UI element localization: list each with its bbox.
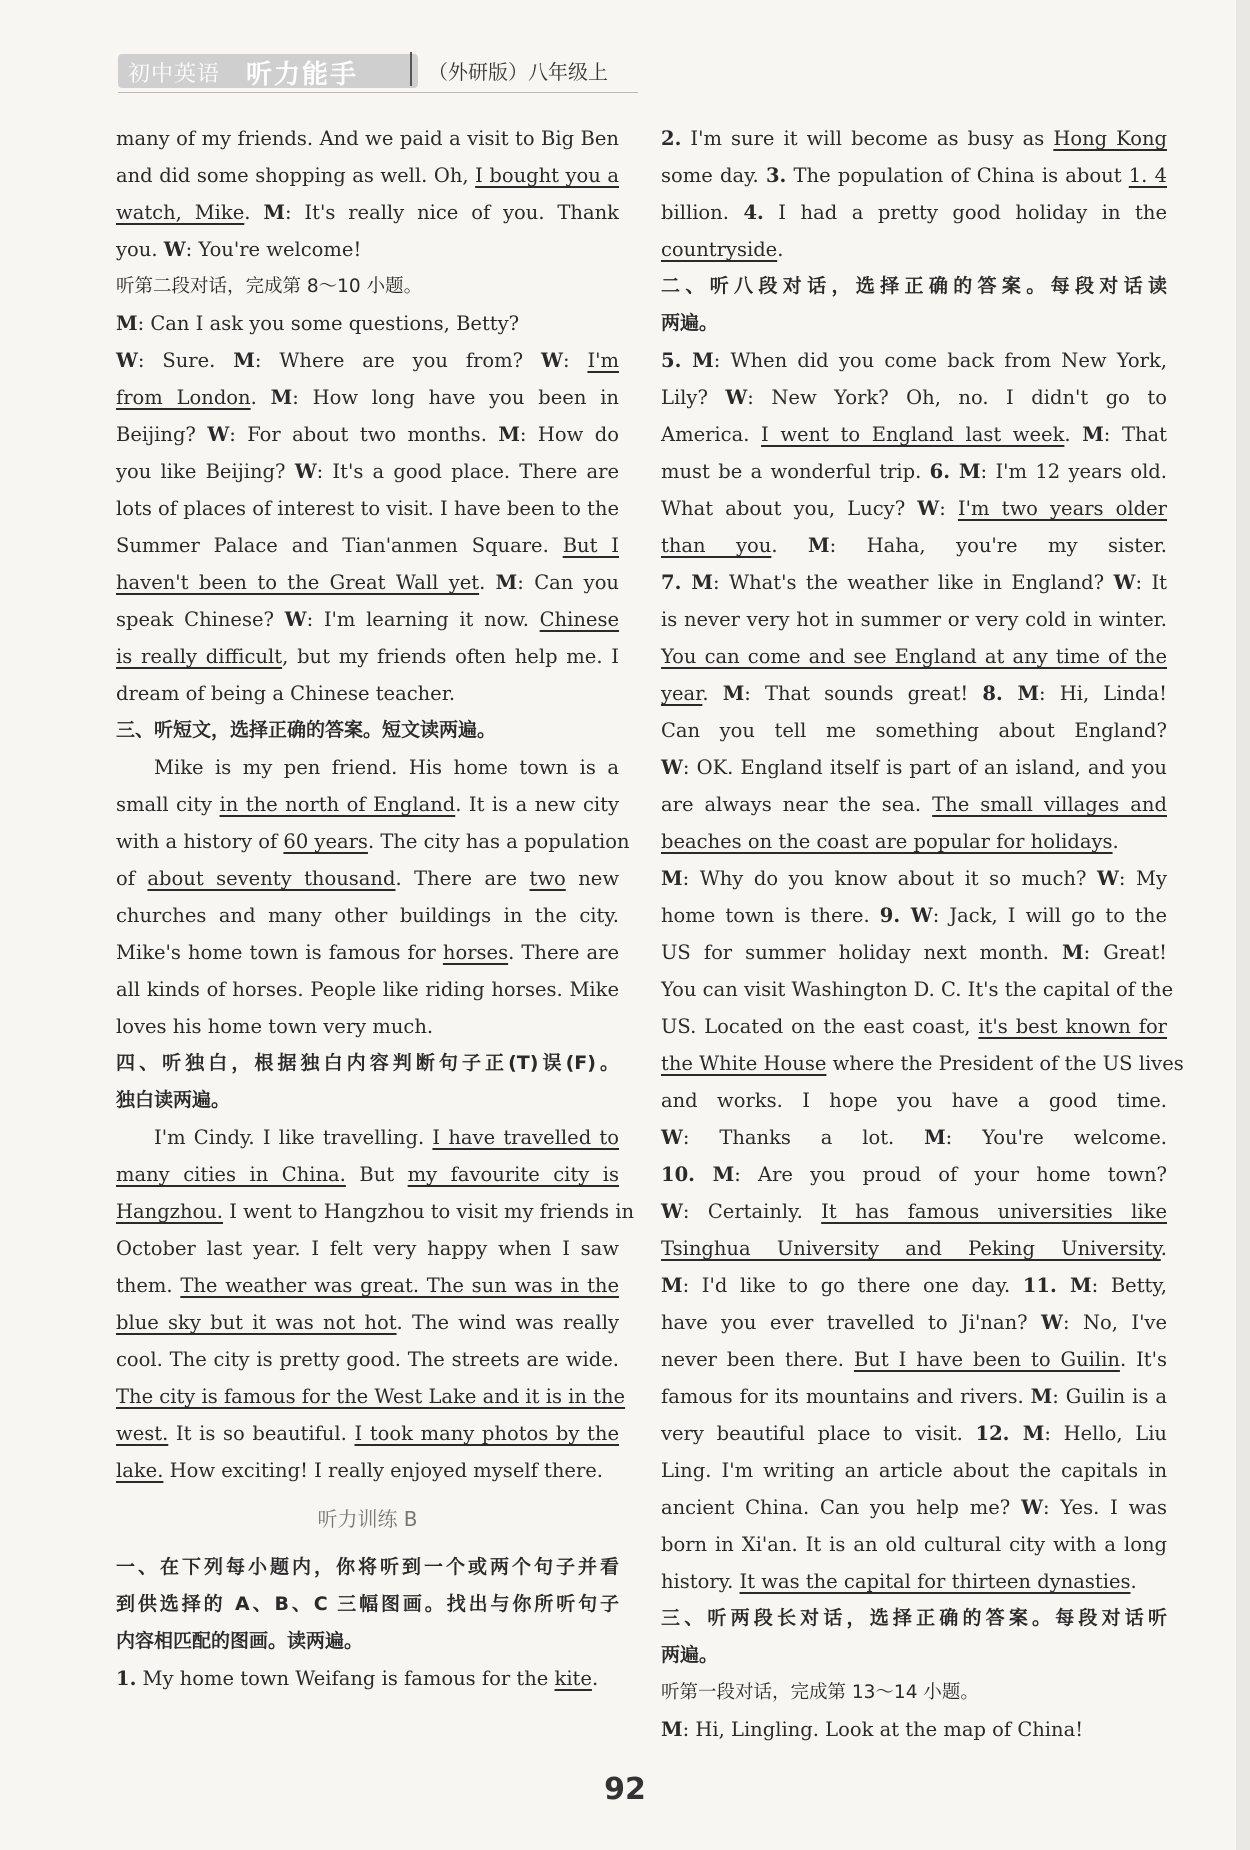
speaker-label: 1. [116,1667,137,1690]
text-run: : New York? Oh, no. I didn't go to [747,386,1167,409]
text-run: : Sure. [137,349,234,372]
text-run: all kinds of horses. People like riding horses. Mike [116,978,619,1001]
answer-underline: It has famous universities like [821,1200,1167,1223]
left-line [116,860,619,897]
text-run: 四、听独白，根据独白内容判断句子正(T)误(F)。 [116,1052,619,1074]
header-rule [118,92,638,93]
text-run: : [939,497,958,520]
text-run: 一、在下列每小题内，你将听到一个或两个句子并看 [116,1556,619,1578]
text-run: : Haha, you're my sister. [829,534,1167,557]
left-line [116,749,619,786]
text-run: are always near the sea. [661,793,933,816]
text-run: : It's really nice of you. Thank [284,201,619,224]
text-run: Mike is my pen friend. His home town is a [154,756,619,779]
speaker-label: W [725,386,748,409]
text-run: : Jack, I will go to the [932,904,1167,927]
answer-underline: I took many photos by the [354,1422,619,1445]
left-line [116,1230,619,1267]
speaker-label: W [661,1126,683,1149]
left-line [116,675,619,712]
left-line [116,897,619,934]
right-line [661,1341,1167,1378]
text-run: billion. [661,201,744,224]
answer-underline: Chinese [539,608,620,631]
answer-underline: Hong Kong [1053,127,1167,150]
speaker-label: M [263,201,285,224]
answer-underline: horses [442,941,509,964]
right-line [661,1008,1167,1045]
speaker-label: M [808,534,830,557]
text-run: 听力训练 B [317,1507,418,1531]
text-run: Lily? [661,386,726,409]
right-line [661,194,1167,231]
right-line [661,1304,1167,1341]
answer-underline: Hangzhou. [116,1200,224,1223]
text-run: you. [116,238,164,261]
right-line [661,268,1167,305]
text-run: : How long have you been in [292,386,619,409]
left-line [116,527,619,564]
answer-underline: two [529,867,566,890]
left-line [116,490,619,527]
speaker-label: 4. [743,201,764,224]
text-run: 三、听短文，选择正确的答案。短文读两遍。 [116,719,497,741]
speaker-label: M [661,867,683,890]
speaker-label: M [1082,423,1104,446]
speaker-label: W [207,423,230,446]
right-line [661,1637,1167,1674]
right-line [661,453,1167,490]
speaker-label: M [924,1126,946,1149]
speaker-label: M [270,386,293,409]
speaker-label: 6. M [929,460,981,483]
right-line [661,342,1167,379]
left-line [116,1586,619,1623]
text-run: of [116,867,148,890]
text-run: . There are [395,867,530,890]
speaker-label: M [661,1274,683,1297]
right-line [661,1600,1167,1637]
speaker-label: W [1041,1311,1063,1334]
text-run: : Certainly. [682,1200,822,1223]
answer-underline: than you [661,534,772,557]
text-run: . [1064,423,1083,446]
text-run: . [1112,830,1119,853]
answer-underline: about seventy thousand [147,867,396,890]
answer-underline: I'm [587,349,619,372]
text-run: new [565,867,620,890]
speaker-label: 2. [661,127,682,150]
answer-underline: it's best known for [978,1015,1168,1038]
page-number: 92 [604,1772,646,1807]
left-column [116,120,635,1697]
text-run: : Great! [1083,941,1167,964]
text-run: : That [1103,423,1167,446]
left-line [116,1415,619,1452]
text-run: : My [1118,867,1167,890]
edition-label: （外研版）八年级上 [428,60,608,84]
right-line [661,749,1167,786]
text-run: 到供选择的 A、B、C 三幅图画。找出与你所听句子 [116,1593,619,1615]
text-run: where the President of the US lives [826,1052,1184,1075]
text-run: : I'd like to go there one day. [682,1274,1023,1297]
text-run: I went to Hangzhou to visit my friends in [223,1200,635,1223]
speaker-label: 12. M [975,1422,1045,1445]
text-run: Ling. I'm writing an article about the capitals in [661,1459,1167,1482]
answer-underline: haven't been to the Great Wall yet [116,571,480,594]
text-run: small city [116,793,220,816]
text-run: some day. [661,164,766,187]
text-run: 内容相匹配的图画。读两遍。 [116,1630,364,1652]
answer-underline: west. [116,1422,169,1445]
text-run: 两遍。 [661,1644,719,1666]
text-run: . [771,534,808,557]
left-line [116,1267,619,1304]
text-run: : That sounds great! [744,682,983,705]
right-line [661,897,1167,934]
left-line [116,1156,619,1193]
text-run: loves his home town very much. [116,1015,434,1038]
right-line [661,564,1167,601]
text-run: many of my friends. And we paid a visit to Big Ben [116,127,619,150]
right-line [661,231,1167,268]
speaker-label: M [1062,941,1084,964]
answer-underline: Tsinghua University and Peking University [661,1237,1161,1260]
answer-underline: The city is famous for the West Lake and it is in the [116,1385,626,1408]
text-run: history. [661,1570,740,1593]
text-run: : OK. England itself is part of an island, and you [682,756,1167,779]
left-line [116,564,619,601]
answer-underline: You can come and see England at any time of the [661,645,1167,668]
speaker-label: 5. M [661,349,714,372]
right-line [661,527,1167,564]
speaker-label: W [1096,867,1119,890]
right-line [661,971,1174,1008]
text-run: I'm Cindy. I like travelling. [154,1126,433,1149]
right-line [661,1193,1167,1230]
text-run: speak Chinese? [116,608,285,631]
left-line [116,1193,635,1230]
left-line [116,1082,619,1119]
text-run: . [1130,1570,1137,1593]
left-line [116,1489,619,1541]
speaker-label: M [498,423,520,446]
text-run: : Betty, [1091,1274,1167,1297]
answer-underline: in the north of England [219,793,456,816]
speaker-label: W [1113,571,1136,594]
text-run: 听第二段对话，完成第 8～10 小题。 [116,276,423,297]
text-run: famous for its mountains and rivers. [661,1385,1031,1408]
right-line [661,379,1167,416]
left-line [116,786,619,823]
answer-underline: I'm two years older [957,497,1168,520]
speaker-label: W [541,349,563,372]
text-run: cool. The city is pretty good. The streets are wide. [116,1348,619,1371]
speaker-label: 7. M [661,571,713,594]
text-run: ancient China. Can you help me? [661,1496,1022,1519]
text-run: with a history of [116,830,284,853]
right-line [661,601,1167,638]
text-run: home town is there. [661,904,880,927]
text-run: . There are [508,941,619,964]
text-run: and did some shopping as well. Oh, [116,164,476,187]
text-run: : Thanks a lot. [682,1126,925,1149]
right-line [661,860,1167,897]
left-line [116,823,630,860]
text-run: lots of places of interest to visit. I have been to the [116,497,619,520]
answer-underline: It was the capital for thirteen dynasties [739,1570,1131,1593]
text-run: . [479,571,496,594]
text-run: America. [661,423,762,446]
left-line [116,1660,619,1697]
text-run: US. Located on the east coast, [661,1015,979,1038]
text-run: 两遍。 [661,312,719,334]
right-line [661,1674,1167,1711]
left-line [116,1045,619,1082]
left-line [116,1304,619,1341]
text-run: . The city has a population [367,830,630,853]
text-run: My home town Weifang is famous for the [136,1667,555,1690]
left-line [116,971,619,1008]
text-run: . The wind was really [396,1311,619,1334]
text-run: : Where are you from? [254,349,542,372]
text-run: , but my friends often help me. I [282,645,620,668]
right-line [661,157,1167,194]
left-line [116,1452,619,1489]
header-divider [410,52,412,86]
text-run: What about you, Lucy? [661,497,918,520]
answer-underline: lake. [116,1459,164,1482]
answer-underline: many cities in China. [116,1163,346,1186]
text-run: 三、听两段长对话，选择正确的答案。每段对话听 [661,1607,1167,1629]
right-line [661,675,1167,712]
speaker-label: 8. M [982,682,1040,705]
right-line [661,305,1167,342]
answer-underline: 1. 4 [1128,164,1167,187]
answer-underline: The weather was great. The sun was in the [180,1274,620,1297]
speaker-label: M [1030,1385,1053,1408]
left-line [116,1008,619,1045]
text-run: : Are you proud of your home town? [734,1163,1167,1186]
right-column [661,120,1184,1748]
text-run: : When did you come back from New York, [713,349,1168,372]
speaker-label: M [661,1718,683,1741]
speaker-label: 11. M [1022,1274,1092,1297]
text-run: them. [116,1274,181,1297]
right-line [661,934,1167,971]
right-line [661,490,1167,527]
speaker-label: W [661,1200,683,1223]
answer-underline: is really difficult [116,645,283,668]
text-run: have you ever travelled to Ji'nan? [661,1311,1042,1334]
right-line [661,1267,1167,1304]
left-line [116,305,619,342]
text-run: dream of being a Chinese teacher. [116,682,456,705]
text-run: I had a pretty good holiday in the [763,201,1167,224]
speaker-label: M [495,571,518,594]
answer-underline: I bought you a [475,164,619,187]
right-line [661,1082,1167,1119]
text-run: Can you tell me something about England? [661,719,1167,742]
text-run: is never very hot in summer or very cold in winter. [661,608,1167,631]
left-line [116,1341,619,1378]
speaker-label: W [163,238,186,261]
text-run: . It is a new city [455,793,619,816]
speaker-label: M [233,349,255,372]
text-run: : It [1135,571,1168,594]
text-run: 听第一段对话，完成第 13～14 小题。 [661,1682,979,1703]
speaker-label: W [116,349,138,372]
text-run: : I'm 12 years old. [980,460,1167,483]
text-run: 二、听八段对话，选择正确的答案。每段对话读 [661,275,1167,297]
left-line [116,638,619,675]
speaker-label: 3. [765,164,787,187]
text-run: : Can you [517,571,619,594]
right-line [661,1563,1167,1600]
text-run: : [562,349,588,372]
left-line [116,342,619,379]
speaker-label: M [722,682,745,705]
speaker-label: M [116,312,138,335]
left-line [116,712,619,749]
left-line [116,231,619,268]
answer-underline: I went to England last week [761,423,1065,446]
text-run: : Why do you know about it so much? [682,867,1097,890]
text-run: . [244,201,264,224]
left-line [116,379,619,416]
right-line [661,1156,1167,1193]
answer-underline: year [661,682,703,705]
left-line [116,157,619,194]
speaker-label: W [294,460,317,483]
text-run: The population of China is about [786,164,1129,187]
text-run: Summer Palace and Tian'anmen Square. [116,534,563,557]
text-run: must be a wonderful trip. [661,460,930,483]
answer-underline: 60 years [283,830,368,853]
right-line [661,120,1167,157]
speaker-label: 9. W [879,904,933,927]
answer-underline: kite [554,1667,592,1690]
right-line [661,1378,1167,1415]
speaker-label: W [284,608,307,631]
right-line [661,1452,1167,1489]
text-run: : For about two months. [229,423,499,446]
text-run: But [345,1163,408,1186]
right-line [661,416,1167,453]
text-run: : How do [519,423,619,446]
speaker-label: W [661,756,683,779]
left-line [116,1623,619,1660]
text-run: How exciting! I really enjoyed myself there. [163,1459,604,1482]
text-run: US for summer holiday next month. [661,941,1063,964]
text-run: : Can I ask you some questions, Betty? [137,312,520,335]
left-line [116,934,619,971]
text-run: : It's a good place. There are [316,460,619,483]
answer-underline: The small villages and [932,793,1167,816]
text-run: . [702,682,723,705]
speaker-label: W [917,497,940,520]
right-line [661,823,1167,860]
left-line [116,268,619,305]
right-line [661,712,1167,749]
text-run: . [777,238,784,261]
text-run: Beijing? [116,423,208,446]
speaker-label: 10. M [661,1163,735,1186]
text-run: I'm sure it will become as busy as [681,127,1054,150]
left-line [116,416,619,453]
answer-underline: from London [116,386,251,409]
text-run: : No, I've [1062,1311,1167,1334]
left-line [116,1378,626,1415]
text-run: you like Beijing? [116,460,295,483]
left-line [116,453,619,490]
text-run: : Yes. I was [1042,1496,1167,1519]
text-run: 独白读两遍。 [116,1089,231,1111]
brand-name: 听力能手 [246,60,359,90]
text-run: You can visit Washington D. C. It's the capital of the [661,978,1174,1001]
text-run: . [250,386,271,409]
text-run: : You're welcome. [945,1126,1167,1149]
text-run: . [591,1667,599,1690]
left-line [116,601,619,638]
right-line [661,1045,1184,1082]
answer-underline: But I have been to Guilin [853,1348,1120,1371]
text-run: born in Xi'an. It is an old cultural city with a long [661,1533,1167,1556]
text-run: . [1160,1237,1167,1260]
right-line [661,1711,1167,1748]
right-line [661,1415,1167,1452]
text-run: . It's [1119,1348,1167,1371]
answer-underline: the White House [661,1052,827,1075]
text-run: and works. I hope you have a good time. [661,1089,1167,1112]
text-run: very beautiful place to visit. [661,1422,976,1445]
text-run: : Hello, Liu [1044,1422,1167,1445]
right-line [661,1489,1167,1526]
answer-underline: countryside [661,238,778,261]
left-line [116,194,619,231]
right-line [661,1526,1167,1563]
text-run: : I'm learning it now. [306,608,540,631]
speaker-label: W [1021,1496,1043,1519]
right-line [661,786,1167,823]
text-run: : What's the weather like in England? [713,571,1114,594]
left-line [116,120,619,157]
answer-underline: But I [562,534,619,557]
answer-underline: blue sky but it was not hot [116,1311,397,1334]
text-run: October last year. I felt very happy when I saw [116,1237,619,1260]
right-line [661,1119,1167,1156]
text-run: churches and many other buildings in the city. [116,904,619,927]
text-run: never been there. [661,1348,854,1371]
series-name: 初中英语 [128,62,221,87]
right-line [661,1230,1167,1267]
answer-underline: I have travelled to [432,1126,620,1149]
text-run: : Guilin is a [1052,1385,1167,1408]
text-run: Mike's home town is famous for [116,941,443,964]
page-edge [1236,0,1250,1850]
left-line [116,1119,619,1156]
text-run: : You're welcome! [185,238,362,261]
left-line [116,1549,619,1586]
text-run: : Hi, Linda! [1039,682,1167,705]
text-run: It is so beautiful. [168,1422,355,1445]
right-line [661,638,1167,675]
text-run: : Hi, Lingling. Look at the map of China! [682,1718,1084,1741]
answer-underline: watch, Mike [116,201,245,224]
answer-underline: beaches on the coast are popular for holidays [661,830,1113,853]
answer-underline: my favourite city is [407,1163,620,1186]
